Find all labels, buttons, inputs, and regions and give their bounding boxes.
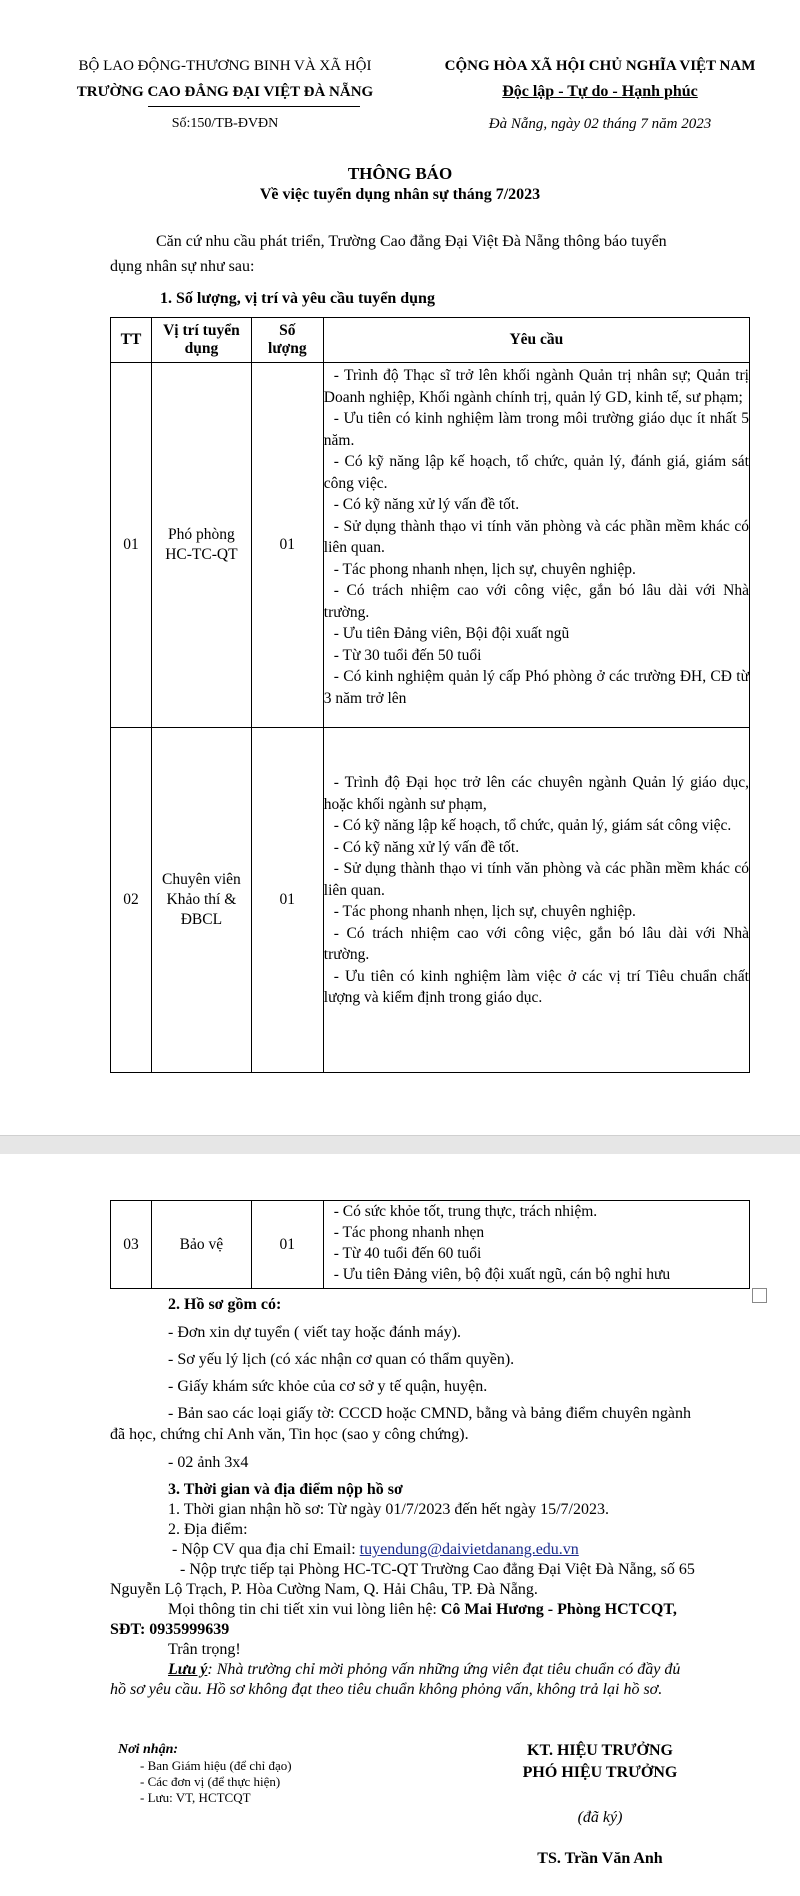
requirement-item: - Sử dụng thành thạo vi tính văn phòng và các phần mềm khác có liên quan. <box>323 517 749 556</box>
page-break <box>0 1135 800 1155</box>
document-item-cont: đã học, chứng chỉ Anh văn, Tin học (sao y công chứng). <box>110 1426 469 1443</box>
header-position: Vị trí tuyển dụng <box>151 318 251 363</box>
recruitment-table-continued <box>110 1200 750 1289</box>
notice-title: THÔNG BÁO <box>347 164 453 183</box>
contact-person: Cô Mai Hương - Phòng HCTCQT, <box>440 1601 677 1618</box>
row-1-quantity: 01 <box>251 363 323 728</box>
requirement-item: - Có kỹ năng xử lý vấn đề tốt. <box>333 496 520 513</box>
regards: Trân trọng! <box>168 1641 241 1658</box>
notice-subtitle: Về việc tuyển dụng nhân sự tháng 7/2023 <box>259 186 541 203</box>
document-item: - Bản sao các loại giấy tờ: CCCD hoặc CMND, bằng và bảng điểm chuyên ngành <box>168 1405 692 1422</box>
document-item: - 02 ảnh 3x4 <box>168 1454 249 1471</box>
document-number: Số:150/TB-ĐVĐN <box>171 116 279 131</box>
note-line-2: hồ sơ yêu cầu. Hồ sơ không đạt theo tiêu chuẩn không phỏng vấn, không trả lại hồ sơ. <box>110 1681 663 1698</box>
requirement-item: - Có kỹ năng lập kế hoạch, tổ chức, quản lý, giám sát công việc. <box>333 817 732 834</box>
ministry-name: BỘ LAO ĐỘNG-THƯƠNG BINH VÀ XÃ HỘI <box>78 58 372 74</box>
document-item: - Sơ yếu lý lịch (có xác nhận cơ quan có thẩm quyền). <box>168 1351 515 1368</box>
signature-title-1: KT. HIỆU TRƯỞNG <box>527 1742 673 1759</box>
school-underline <box>148 106 360 107</box>
requirement-item: - Có sức khỏe tốt, trung thực, trách nhiệm. <box>333 1203 598 1220</box>
requirement-item: - Ưu tiên có kinh nghiệm làm việc ở các vị trí Tiêu chuẩn chất lượng và kiểm định trong giáo dục. <box>323 967 749 1006</box>
recipient-item: - Ban Giám hiệu (để chỉ đạo) <box>140 1758 292 1773</box>
requirement-item: - Ưu tiên Đảng viên, Bội đội xuất ngũ <box>333 625 570 642</box>
signature-title-2: PHÓ HIỆU TRƯỞNG <box>522 1764 678 1781</box>
recruitment-table <box>110 317 750 1073</box>
document-page-2 <box>0 1154 800 1896</box>
row-2-requirements <box>323 728 749 1073</box>
row-1-position: Phó phòng HC-TC-QT <box>151 363 251 728</box>
row-3-position: Bảo vệ <box>151 1201 251 1289</box>
requirement-item: - Có trách nhiệm cao với công việc, gắn bó lâu dài với Nhà trường. <box>323 924 749 963</box>
requirement-item: - Tác phong nhanh nhẹn <box>333 1224 485 1241</box>
row-1-tt: 01 <box>111 363 152 728</box>
note-line-1: Lưu ý: Nhà trường chỉ mời phỏng vấn những ứng viên đạt tiêu chuẩn có đầy đủ <box>168 1661 681 1678</box>
table-row <box>111 728 750 1073</box>
requirement-item: - Tác phong nhanh nhẹn, lịch sự, chuyên nghiệp. <box>333 560 636 578</box>
table-row <box>111 363 750 728</box>
row-3-requirements <box>323 1201 749 1289</box>
requirement-item: - Từ 30 tuổi đến 50 tuổi <box>333 646 482 664</box>
contact-phone: SĐT: 0935999639 <box>110 1621 230 1638</box>
anchor-checkbox[interactable] <box>752 1288 767 1303</box>
recipients-list <box>140 1758 292 1806</box>
signer-name: TS. Trần Văn Anh <box>537 1850 663 1867</box>
section-1-heading: 1. Số lượng, vị trí và yêu cầu tuyển dụng <box>160 290 435 307</box>
requirement-item: - Có kỹ năng xử lý vấn đề tốt. <box>333 838 520 856</box>
header-quantity: Số lượng <box>251 318 323 363</box>
recipient-item: - Lưu: VT, HCTCQT <box>140 1790 251 1805</box>
school-name: TRƯỜNG CAO ĐẲNG ĐẠI VIỆT ĐÀ NẴNG <box>76 84 374 100</box>
national-motto: Độc lập - Tự do - Hạnh phúc <box>502 83 698 100</box>
requirement-item: - Sử dụng thành thạo vi tính văn phòng và các phần mềm khác có liên quan. <box>323 860 749 899</box>
requirement-item: - Từ 40 tuổi đến 60 tuổi <box>333 1245 482 1262</box>
note-label: Lưu ý <box>168 1661 208 1678</box>
republic-name: CỘNG HÒA XÃ HỘI CHỦ NGHĨA VIỆT NAM <box>444 58 756 74</box>
recipient-item: - Các đơn vị (để thực hiện) <box>140 1774 281 1789</box>
requirement-item: - Ưu tiên có kinh nghiệm làm trong môi trường giáo dục ít nhất 5 năm. <box>323 410 749 449</box>
direct-submission-line-1: - Nộp trực tiếp tại Phòng HC-TC-QT Trường Cao đẳng Đại Việt Đà Nẵng, số 65 <box>180 1561 695 1578</box>
requirement-item: - Ưu tiên Đảng viên, bộ đội xuất ngũ, cán bộ nghỉ hưu <box>333 1266 671 1283</box>
submission-place-label: 2. Địa điểm: <box>168 1521 248 1538</box>
requirement-item: - Có kinh nghiệm quản lý cấp Phó phòng ở các trường ĐH, CĐ từ 3 năm trở lên <box>323 668 749 707</box>
requirement-item: - Trình độ Thạc sĩ trở lên khối ngành Quản trị nhân sự; Quản trị Doanh nghiệp, Khối ngành chính trị, quản lý GD, kinh tế, sư phạm; <box>323 367 749 406</box>
submission-time: 1. Thời gian nhận hồ sơ: Từ ngày 01/7/2023 đến hết ngày 15/7/2023. <box>168 1501 609 1518</box>
email-line: - Nộp CV qua địa chỉ Email: tuyendung@daivietdanang.edu.vn <box>172 1541 579 1558</box>
email-link[interactable]: tuyendung@daivietdanang.edu.vn <box>359 1541 579 1558</box>
table-header-row <box>111 318 750 363</box>
row-3-tt: 03 <box>111 1201 152 1289</box>
section-3-heading: 3. Thời gian và địa điểm nộp hồ sơ <box>168 1481 403 1498</box>
date-place: Đà Nẵng, ngày 02 tháng 7 năm 2023 <box>488 116 712 132</box>
recipients-label: Nơi nhận: <box>118 1742 179 1757</box>
document-item: - Đơn xin dự tuyển ( viết tay hoặc đánh máy). <box>168 1324 462 1341</box>
requirement-item: - Có kỹ năng lập kế hoạch, tổ chức, quản lý, đánh giá, giám sát công việc. <box>323 453 749 492</box>
requirement-item: - Có trách nhiệm cao với công việc, gắn bó lâu dài với Nhà trường. <box>323 582 749 621</box>
contact-line: Mọi thông tin chi tiết xin vui lòng liên hệ: Cô Mai Hương - Phòng HCTCQT, <box>168 1601 677 1618</box>
requirement-item: - Tác phong nhanh nhẹn, lịch sự, chuyên nghiệp. <box>333 903 636 920</box>
intro-line-1: Căn cứ nhu cầu phát triển, Trường Cao đẳng Đại Việt Đà Nẵng thông báo tuyển <box>156 233 667 250</box>
header-requirements: Yêu cầu <box>323 318 749 363</box>
row-1-requirements <box>323 363 749 728</box>
intro-line-2: dụng nhân sự như sau: <box>110 258 255 275</box>
requirement-item: - Trình độ Đại học trở lên các chuyên ngành Quản lý giáo dục, hoặc khối ngành sư phạm, <box>323 774 749 813</box>
table-row <box>111 1201 750 1289</box>
row-2-tt: 02 <box>111 728 152 1073</box>
row-2-position: Chuyên viên Khảo thí & ĐBCL <box>151 728 251 1073</box>
signed-status: (đã ký) <box>577 1809 623 1826</box>
header-tt: TT <box>111 318 152 363</box>
row-2-quantity: 01 <box>251 728 323 1073</box>
document-item: - Giấy khám sức khỏe của cơ sở y tế quận, huyện. <box>168 1378 488 1395</box>
row-3-quantity: 01 <box>251 1201 323 1289</box>
direct-submission-line-2: Nguyễn Lộ Trạch, P. Hòa Cường Nam, Q. Hải Châu, TP. Đà Nẵng. <box>110 1581 538 1598</box>
section-2-heading: 2. Hồ sơ gồm có: <box>168 1296 282 1313</box>
